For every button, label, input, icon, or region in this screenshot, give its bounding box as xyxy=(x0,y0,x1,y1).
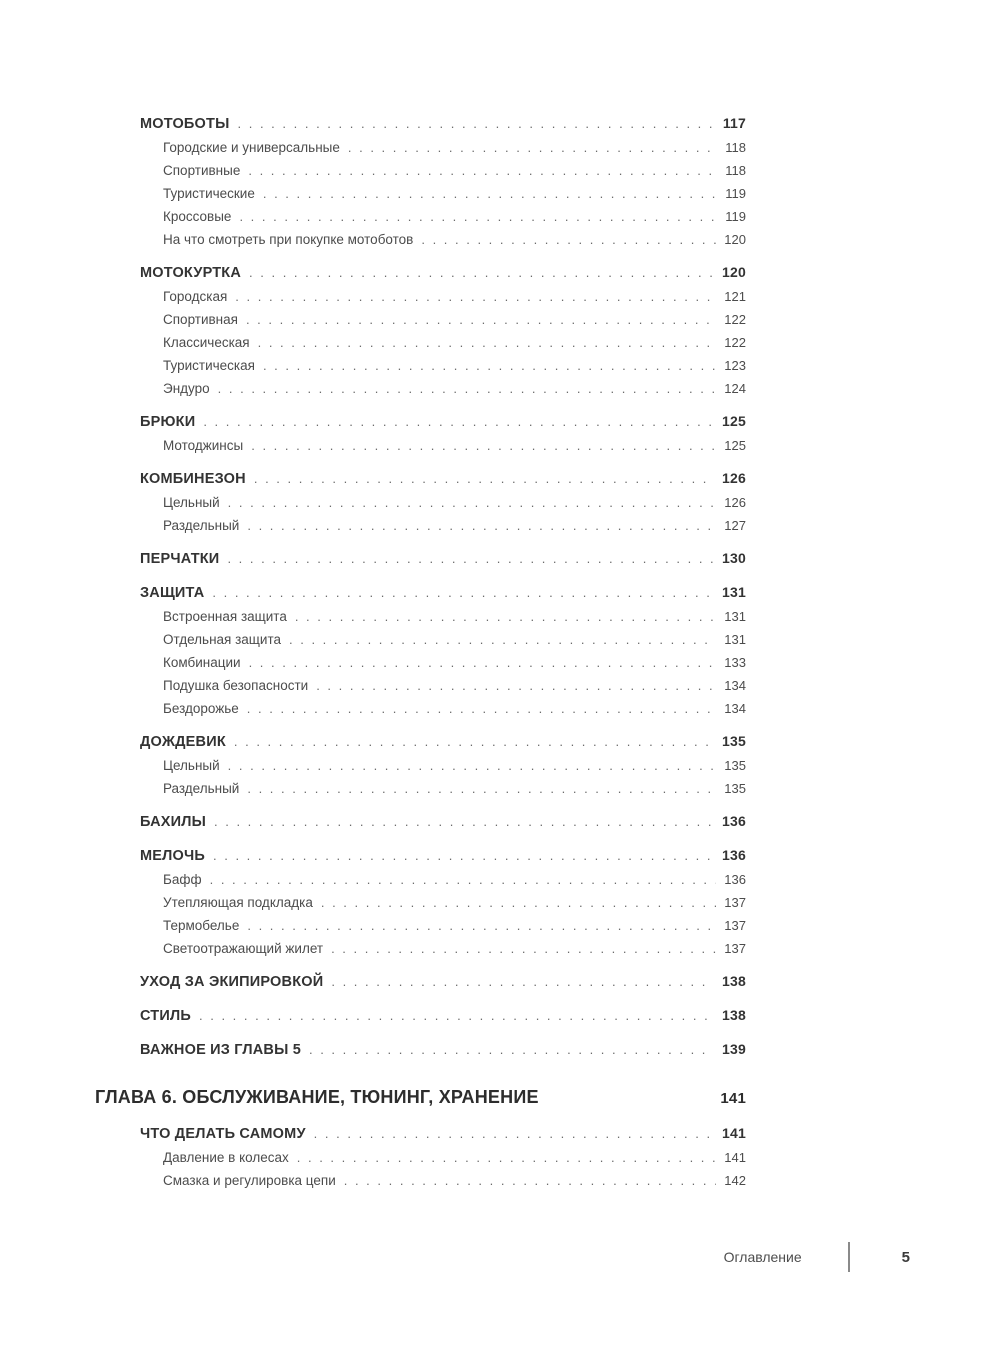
toc-entry-page: 133 xyxy=(724,655,746,670)
dot-leader xyxy=(248,159,717,182)
toc-entry-page: 130 xyxy=(722,550,746,566)
toc-entry-page: 136 xyxy=(722,813,746,829)
toc-entry xyxy=(140,410,746,434)
toc-entry xyxy=(140,810,746,834)
dot-leader xyxy=(214,810,714,834)
toc-entry-page: 137 xyxy=(724,895,746,910)
toc-entry-page: 135 xyxy=(724,781,746,796)
dot-leader xyxy=(218,377,717,400)
toc-entry xyxy=(140,628,746,651)
toc-entry-title: Раздельный xyxy=(163,781,240,796)
dot-leader xyxy=(289,628,716,651)
dot-leader xyxy=(348,136,717,159)
toc-entry-page: 127 xyxy=(724,518,746,533)
toc-entry xyxy=(140,112,746,136)
toc-entry xyxy=(140,205,746,228)
toc-entry-title: ЗАЩИТА xyxy=(140,585,205,601)
toc-entry xyxy=(140,514,746,537)
toc-entry-title: ВАЖНОЕ ИЗ ГЛАВЫ 5 xyxy=(140,1042,301,1058)
page-footer xyxy=(724,1240,910,1274)
toc-entry xyxy=(140,970,746,994)
toc-entry-title: БРЮКИ xyxy=(140,414,196,430)
dot-leader xyxy=(314,1122,714,1146)
dot-leader xyxy=(238,112,715,136)
toc-entry xyxy=(140,331,746,354)
toc-entry xyxy=(140,674,746,697)
dot-leader xyxy=(316,674,716,697)
toc-entry-title: МЕЛОЧЬ xyxy=(140,848,206,864)
toc-entry xyxy=(140,914,746,937)
dot-leader xyxy=(309,1038,714,1062)
toc-entry xyxy=(140,261,746,285)
footer-page-number: 5 xyxy=(901,1248,910,1266)
toc-entry-title: КОМБИНЕЗОН xyxy=(140,471,246,487)
dot-leader xyxy=(246,308,716,331)
dot-leader xyxy=(421,228,716,251)
toc-entry-title: Светоотражающий жилет xyxy=(163,941,324,956)
toc-entry xyxy=(140,1004,746,1028)
toc-entry-title: Бездорожье xyxy=(163,701,239,716)
dot-leader xyxy=(249,651,717,674)
toc-entry xyxy=(140,1122,746,1146)
toc-entry-title: Смазка и регулировка цепи xyxy=(163,1173,336,1188)
toc-entry-page: 141 xyxy=(720,1090,746,1107)
toc-entry xyxy=(140,1038,746,1062)
toc-entry-title: Термобелье xyxy=(163,918,240,933)
toc-entry xyxy=(140,434,746,457)
toc-entry-page: 131 xyxy=(724,609,746,624)
toc-entry-page: 137 xyxy=(724,918,746,933)
dot-leader xyxy=(258,331,717,354)
toc-entry xyxy=(140,182,746,205)
toc-entry-title: Мотоджинсы xyxy=(163,438,244,453)
toc-entry-title: Туристическая xyxy=(163,358,255,373)
toc-entry-title: Городская xyxy=(163,289,228,304)
toc-entry-title: ГЛАВА 6. ОБСЛУЖИВАНИЕ, ТЮНИНГ, ХРАНЕНИЕ xyxy=(95,1087,539,1107)
dot-leader xyxy=(239,205,717,228)
toc-entry xyxy=(140,937,746,960)
toc-entry-title: Раздельный xyxy=(163,518,240,533)
toc-entry-page: 135 xyxy=(724,758,746,773)
toc-entry xyxy=(140,581,746,605)
toc-entry xyxy=(140,159,746,182)
dot-leader xyxy=(234,730,714,754)
toc-entry-page: 134 xyxy=(724,678,746,693)
toc-entry xyxy=(140,844,746,868)
toc-entry-title: Комбинации xyxy=(163,655,241,670)
toc-entry xyxy=(140,605,746,628)
toc-entry-page: 117 xyxy=(722,115,746,131)
toc-entry-title: Спортивные xyxy=(163,163,241,178)
toc-entry xyxy=(140,891,746,914)
toc-entry-page: 125 xyxy=(722,413,746,429)
toc-entry-page: 120 xyxy=(722,264,746,280)
toc-entry xyxy=(140,354,746,377)
toc-entry-page: 124 xyxy=(724,381,746,396)
toc-entry-page: 119 xyxy=(725,209,746,224)
toc-entry xyxy=(140,697,746,720)
dot-leader xyxy=(297,1146,717,1169)
toc-entry-page: 134 xyxy=(724,701,746,716)
dot-leader xyxy=(247,914,716,937)
dot-leader xyxy=(228,754,717,777)
toc-entry-page: 141 xyxy=(722,1125,746,1141)
dot-leader xyxy=(247,514,716,537)
toc-entry xyxy=(140,754,746,777)
toc-entry-page: 137 xyxy=(724,941,746,956)
toc-entry-page: 126 xyxy=(724,495,746,510)
footer-divider xyxy=(848,1242,850,1272)
dot-leader xyxy=(249,261,714,285)
toc-entry xyxy=(140,1146,746,1169)
toc-entry-page: 138 xyxy=(722,973,746,989)
table-of-contents xyxy=(95,112,746,1192)
dot-leader xyxy=(203,410,714,434)
toc-entry-title: МОТОКУРТКА xyxy=(140,265,242,281)
dot-leader xyxy=(212,581,714,605)
dot-leader xyxy=(199,1004,714,1028)
toc-entry-title: Туристические xyxy=(163,186,255,201)
toc-entry-page: 138 xyxy=(722,1007,746,1023)
toc-entry xyxy=(140,285,746,308)
toc-entry-title: БАХИЛЫ xyxy=(140,814,207,830)
toc-entry xyxy=(140,491,746,514)
toc-entry xyxy=(140,1169,746,1192)
dot-leader xyxy=(251,434,716,457)
toc-entry-page: 131 xyxy=(722,584,746,600)
toc-entry-title: ПЕРЧАТКИ xyxy=(140,551,220,567)
toc-entry-page: 139 xyxy=(722,1041,746,1057)
toc-entry xyxy=(140,777,746,800)
toc-entry-page: 123 xyxy=(724,358,746,373)
dot-leader xyxy=(235,285,716,308)
dot-leader xyxy=(227,547,714,571)
toc-entry-page: 136 xyxy=(722,847,746,863)
dot-leader xyxy=(295,605,716,628)
toc-entry-title: Утепляющая подкладка xyxy=(163,895,313,910)
dot-leader xyxy=(247,777,716,800)
toc-entry-page: 142 xyxy=(724,1173,746,1188)
toc-entry-title: СТИЛЬ xyxy=(140,1008,191,1024)
toc-entry-title: Цельный xyxy=(163,495,220,510)
toc-entry-title: Кроссовые xyxy=(163,209,232,224)
toc-entry-title: УХОД ЗА ЭКИПИРОВКОЙ xyxy=(140,974,324,990)
toc-entry xyxy=(140,547,746,571)
toc-entry-title: Встроенная защита xyxy=(163,609,287,624)
dot-leader xyxy=(344,1169,717,1192)
chapter-heading xyxy=(95,1084,746,1112)
toc-entry-title: Спортивная xyxy=(163,312,238,327)
toc-entry-page: 119 xyxy=(725,186,746,201)
dot-leader xyxy=(331,937,716,960)
toc-entry xyxy=(140,136,746,159)
toc-entry-page: 122 xyxy=(724,312,746,327)
toc-entry-page: 121 xyxy=(724,289,746,304)
toc-entry-title: Городские и универсальные xyxy=(163,140,340,155)
toc-entry-page: 120 xyxy=(724,232,746,247)
dot-leader xyxy=(228,491,717,514)
toc-entry xyxy=(140,651,746,674)
toc-entry-page: 131 xyxy=(724,632,746,647)
toc-entry-title: Отдельная защита xyxy=(163,632,281,647)
toc-entry xyxy=(140,308,746,331)
toc-entry-page: 136 xyxy=(724,872,746,887)
toc-entry-page: 118 xyxy=(725,163,746,178)
toc-entry-title: ЧТО ДЕЛАТЬ САМОМУ xyxy=(140,1126,306,1142)
toc-entry-title: МОТОБОТЫ xyxy=(140,116,230,132)
dot-leader xyxy=(213,844,714,868)
dot-leader xyxy=(254,467,714,491)
toc-entry-page: 118 xyxy=(725,140,746,155)
footer-section-label: Оглавление xyxy=(723,1249,802,1265)
toc-entry-title: Цельный xyxy=(163,758,220,773)
toc-entry-page: 122 xyxy=(724,335,746,350)
toc-entry-title: Классическая xyxy=(163,335,250,350)
toc-entry-title: Эндуро xyxy=(163,381,210,396)
dot-leader xyxy=(331,970,714,994)
toc-entry-title: Подушка безопасности xyxy=(163,678,309,693)
toc-entry-title: Давление в колесах xyxy=(163,1150,289,1165)
toc-entry-title: Бафф xyxy=(163,872,202,887)
toc-entry xyxy=(140,377,746,400)
toc-entry xyxy=(140,868,746,891)
toc-entry-title: На что смотреть при покупке мотоботов xyxy=(163,232,414,247)
toc-entry-page: 126 xyxy=(722,470,746,486)
toc-entry xyxy=(140,228,746,251)
toc-entry-page: 125 xyxy=(724,438,746,453)
dot-leader xyxy=(263,354,716,377)
dot-leader xyxy=(263,182,717,205)
dot-leader xyxy=(210,868,717,891)
dot-leader xyxy=(247,697,717,720)
dot-leader xyxy=(321,891,716,914)
toc-entry xyxy=(140,467,746,491)
toc-entry-page: 135 xyxy=(722,733,746,749)
toc-entry-title: ДОЖДЕВИК xyxy=(140,734,226,750)
toc-entry xyxy=(140,730,746,754)
toc-entry-page: 141 xyxy=(724,1150,746,1165)
